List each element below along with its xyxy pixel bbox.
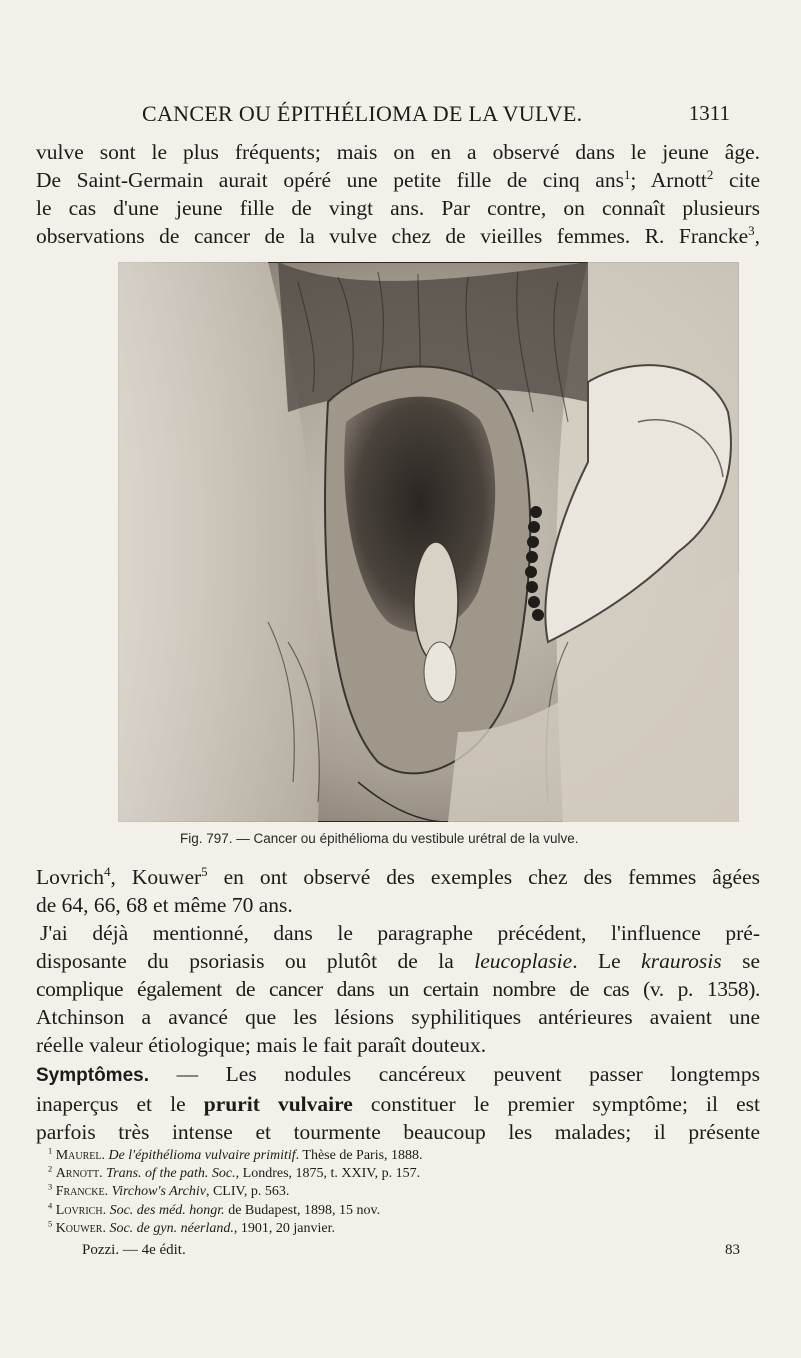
text-line: Atchinson a avancé que les lésions syphilitiques antérieures avaient une	[36, 1005, 760, 1029]
page-footer	[82, 1242, 740, 1259]
footnote-ref: 1	[623, 167, 631, 182]
running-header	[120, 101, 730, 127]
running-title: CANCER OU ÉPITHÉLIOMA DE LA VULVE.	[142, 101, 583, 126]
footnote: $^1$ Maurel. De l'épithélioma vulvaire primitif. Thèse de Paris, 1888.	[48, 1146, 423, 1163]
paragraph-2	[36, 863, 760, 919]
printer-signature: Pozzi. — 4e édit.	[82, 1242, 186, 1258]
text-line: inaperçus et le prurit vulvaire constituer le premier symptôme; il est	[36, 1092, 760, 1116]
sheet-number: 83	[725, 1242, 740, 1258]
text-line: de 64, 66, 68 et même 70 ans.	[36, 893, 293, 917]
text-line: Symptômes. — Les nodules cancéreux peuvent passer longtemps	[36, 1062, 760, 1086]
footnote: $^4$ Lovrich. Soc. des méd. hongr. de Budapest, 1898, 15 nov.	[48, 1200, 381, 1218]
paragraph-1	[36, 138, 760, 250]
figure-image	[118, 262, 739, 822]
page-number: 1311	[688, 101, 730, 125]
text-line: J'ai déjà mentionné, dans le paragraphe précédent, l'influence pré-	[40, 921, 760, 945]
footnote-ref: 5	[201, 864, 208, 879]
text-line: disposante du psoriasis ou plutôt de la leucoplasie. Le kraurosis se	[36, 949, 760, 973]
footnote: $^2$ Arnott. Trans. of the path. Soc., Londres, 1875, t. XXIV, p. 157.	[48, 1164, 421, 1182]
footnote-ref: 2	[706, 167, 714, 182]
paragraph-4	[36, 1060, 760, 1146]
text-line: observations de cancer de la vulve chez de vieilles femmes. R. Francke$^3$,	[36, 223, 760, 248]
footnote-ref: 4	[104, 864, 111, 879]
text-line: complique également de cancer dans un certain nombre de cas (v. p. 1358).	[36, 977, 760, 1001]
italic-term: leucoplasie	[474, 949, 573, 973]
text-line: parfois très intense et tourmente beaucoup les malades; il présente	[36, 1120, 760, 1144]
italic-term: kraurosis	[641, 949, 722, 973]
footnote-ref: 3	[748, 223, 755, 238]
text-line: le cas d'une jeune fille de vingt ans. Par contre, on connaît plusieurs	[36, 196, 760, 220]
text-line: De Saint-Germain aurait opéré une petite fille de cinq ans$^1$; Arnott$^2$ cite	[36, 167, 760, 192]
footnote: $^5$ Kouwer. Soc. de gyn. néerland., 1901, 20 janvier.	[48, 1219, 335, 1236]
text-line: vulve sont le plus fréquents; mais on en a observé dans le jeune âge.	[36, 140, 760, 164]
figure-caption: Fig. 797. — Cancer ou épithélioma du vestibule urétral de la vulve.	[180, 831, 579, 846]
paragraph-3	[36, 919, 760, 1059]
footnote: $^3$ Francke. Virchow's Archiv, CLIV, p. 563.	[48, 1182, 290, 1200]
footnotes	[48, 1147, 748, 1238]
figure-illustration	[118, 262, 739, 822]
section-heading: Symptômes.	[36, 1065, 149, 1086]
bold-term: prurit vulvaire	[203, 1092, 353, 1116]
text-line: Lovrich$^4$, Kouwer$^5$ en ont observé des exemples chez des femmes âgées	[36, 864, 760, 889]
text-line: réelle valeur étiologique; mais le fait paraît douteux.	[36, 1033, 487, 1057]
